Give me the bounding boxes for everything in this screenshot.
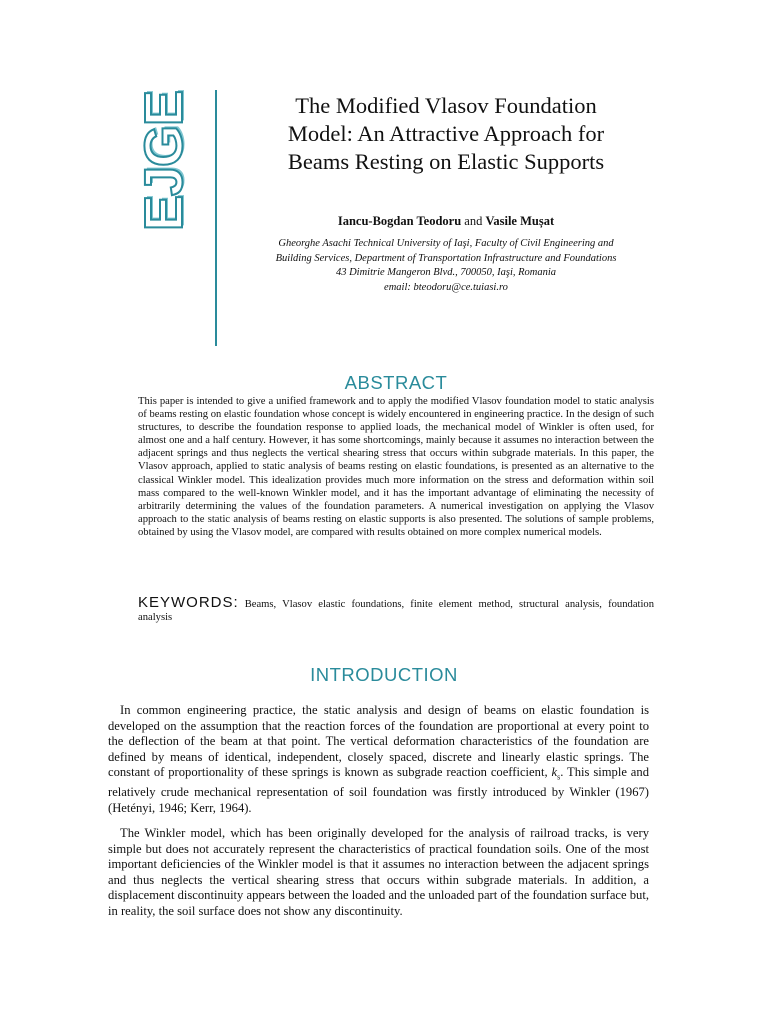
title-line-3: Beams Resting on Elastic Supports [287,149,605,174]
author-list [226,213,666,229]
affiliation-line-2: Building Services, Department of Transportation Infrastructure and Foundations [275,252,617,264]
keywords-text: Beams, Vlasov elastic foundations, finite element method, structural analysis, foundation analysis [138,599,654,624]
paper-title [226,92,666,176]
author-1: Iancu-Bogdan Teodoru [337,214,462,228]
keywords-label: KEYWORDS: [138,594,239,611]
affiliation-address: 43 Dimitrie Mangeron Blvd., 700050, Iaşi, Romania [335,267,557,278]
journal-logo [134,90,195,232]
subgrade-coefficient-subscript: s [557,772,561,782]
author-conjunction: and [464,214,483,228]
intro-p1-text-after: . This simple and relatively crude mechanical representation of soil foundation was firstly introduced by Winkler (1967) (Hetényi, 1946; Kerr, 1964). [108,765,649,816]
title-line-1: The Modified Vlasov Foundation [295,93,597,118]
keywords [138,596,654,624]
subgrade-coefficient-symbol: k [551,765,558,780]
title-line-2: Model: An Attractive Approach for [287,121,605,146]
abstract-heading: ABSTRACT [344,372,448,393]
abstract-body: This paper is intended to give a unified framework and to apply the modified Vlasov foundation model to static analysis of beams resting on elastic foundation whose concept is widely encountered in engineering practice. In the design of such structures, to describe the foundation response to applied loads, the mechanical model of Winkler is often used, for almost one and a half century. However, it has some shortcomings, mainly because it assumes no interaction between the adjacent springs and thus neglects the vertical shearing stress that occurs within subgrade materials. In this paper, the Vlasov approach, applied to static analysis of beams resting on elastic foundations, is presented as an alternative to the classical Winkler model. This idealization provides much more information on the stress and deformation within soil mass compared to the well-known Winkler model, and it has the important advantage of eliminating the necessity of arbitrarily determining the values of the foundation parameters. A numerical investigation on applying the Vlasov approach to the static analysis of beams resting on elastic supports is also presented. The solutions of sample problems, obtained by using the Vlasov model, are compared with results obtained on more complex numerical models. [138,396,654,538]
author-2: Vasile Mușat [485,214,555,228]
introduction-paragraph-1 [108,703,649,817]
intro-p1-text-before: In common engineering practice, the static analysis and design of beams on elastic foundation is developed on the assumption that the reaction forces of the foundation are proportional at every point to the deflection of the beam at that point. The vertical deformation characteristics of the foundation are defined by means of identical, independent, closely spaced, discrete and linearly elastic springs. The constant of proportionality of these springs is known as subgrade reaction coefficient, [108,703,649,780]
introduction-paragraph-2: The Winkler model, which has been originally developed for the analysis of railroad tracks, is very simple but does not accurately represent the characteristics of practical foundation soils. One of the most important deficiencies of the Winkler model is that it assumes no interaction between the adjacent springs and thus neglects the vertical shearing stress that occurs within subgrade materials. In addition, a displacement discontinuity appears between the loaded and the unloaded part of the foundation surface but, in reality, the soil surface does not show any discontinuity. [108,826,650,918]
header-divider [215,90,217,346]
introduction-heading: INTRODUCTION [310,664,458,685]
author-email: email: bteodoru@ce.tuiasi.ro [384,281,508,293]
affiliation-line-1: Gheorghe Asachi Technical University of Iaşi, Faculty of Civil Engineering and [278,238,614,249]
journal-logo-text: EJGE [134,90,195,232]
affiliation [226,237,666,295]
